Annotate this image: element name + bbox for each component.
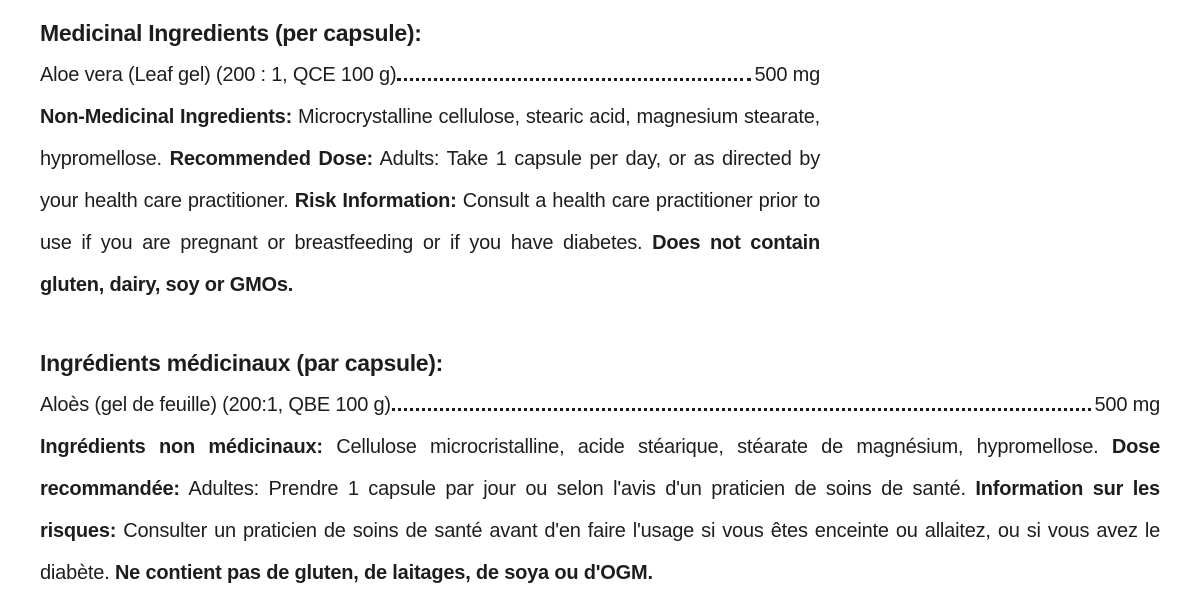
- french-section: [40, 342, 1160, 594]
- dot-leader-en: [397, 78, 751, 81]
- medicinal-ingredients-heading-fr: Ingrédients médicinaux (par capsule):: [40, 350, 444, 376]
- ingredient-name-en: Aloe vera (Leaf gel) (200 : 1, QCE 100 g): [40, 64, 397, 86]
- english-section: [40, 12, 820, 306]
- ingredient-name-fr: Aloès (gel de feuille) (200:1, QBE 100 g): [40, 394, 391, 416]
- info-paragraph-fr: Ingrédients non médicinaux: Cellulose microcristalline, acide stéarique, stéarate de magnésium, hypromellose. Dose recommandée: Adultes: Prendre 1 capsule par jour ou selon l'avis d'un praticien de soins de santé. Information sur les risques: Consulter un praticien de soins de santé avant d'en faire l'usage si vous êtes enceinte ou allaitez, ou si vous avez le diabète. Ne contient pas de gluten, de laitages, de soya ou d'OGM.: [40, 436, 1161, 584]
- dot-leader-fr: [392, 408, 1092, 411]
- info-paragraph-en: Non-Medicinal Ingredients: Microcrystalline cellulose, stearic acid, magnesium stearate, hypromellose. Recommended Dose: Adults: Take 1 capsule per day, or as directed by your health care practitioner. Risk Information: Consult a health care practitioner prior to use if you are pregnant or breastfeeding or if you have diabetes. Does not contain gluten, dairy, soy or GMOs.: [40, 106, 820, 296]
- ingredient-amount-fr: 500 mg: [1094, 394, 1160, 416]
- medicinal-ingredients-heading-en: Medicinal Ingredients (per capsule):: [40, 20, 422, 46]
- ingredient-row-en: [40, 54, 820, 96]
- ingredient-amount-en: 500 mg: [754, 64, 820, 86]
- ingredient-row-fr: [40, 384, 1160, 426]
